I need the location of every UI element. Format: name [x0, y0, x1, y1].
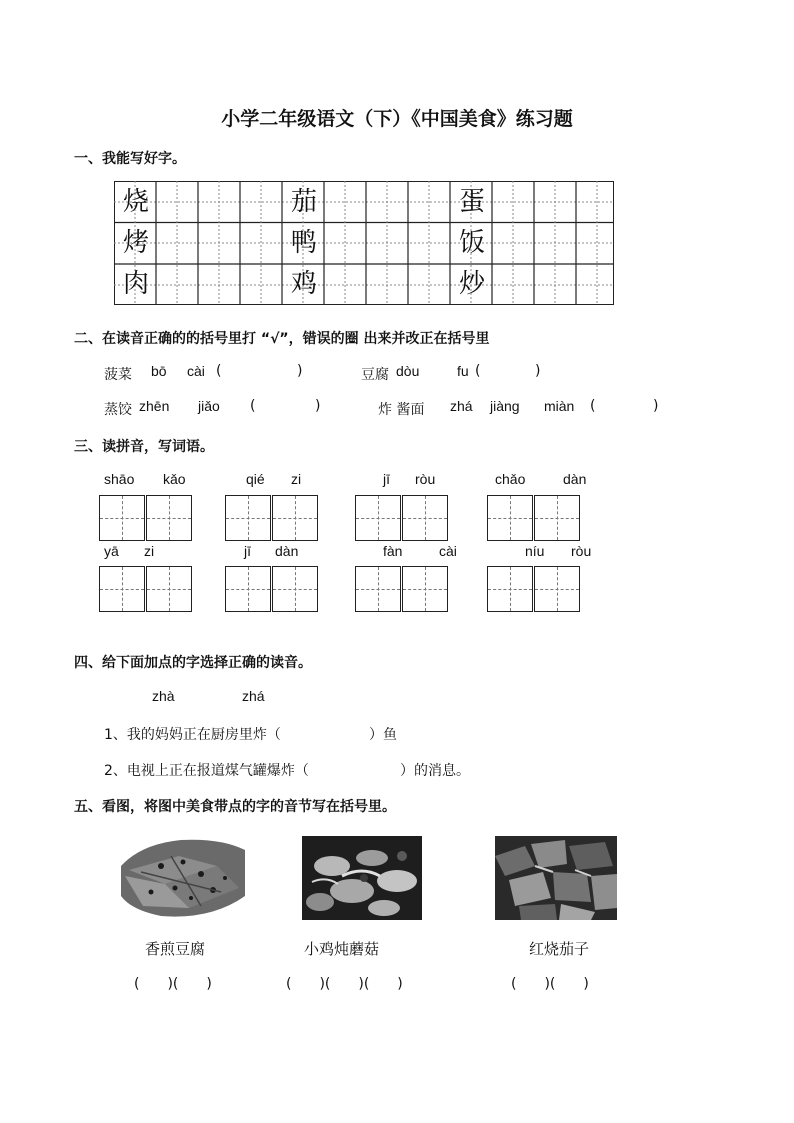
writing-box[interactable]: [99, 495, 145, 541]
photo-braised-eggplant: [495, 836, 617, 920]
pinyin: cài: [187, 363, 205, 379]
answer-brackets[interactable]: ( )( )( ): [286, 976, 403, 992]
writing-box[interactable]: [99, 566, 145, 612]
writing-box[interactable]: [355, 566, 401, 612]
pinyin: jiàng: [490, 398, 520, 414]
pinyin: jī: [244, 543, 251, 559]
answer-bracket-close: ): [535, 363, 541, 379]
pinyin: zi: [144, 543, 155, 559]
grid-char: 蛋: [458, 187, 485, 217]
word: 菠菜: [104, 367, 132, 383]
answer-bracket-open[interactable]: (: [250, 398, 256, 414]
pinyin: miàn: [544, 398, 575, 414]
grid-char: 炒: [458, 269, 485, 299]
pinyin: fàn: [383, 543, 403, 559]
section-2-heading: 二、在读音正确的的括号里打 “√”，错误的圈 出来并改正在括号里: [74, 331, 490, 347]
writing-box[interactable]: [402, 495, 448, 541]
writing-box[interactable]: [146, 566, 192, 612]
pinyin: dàn: [563, 471, 587, 487]
page-title: 小学二年级语文（下）《中国美食》练习题: [221, 108, 573, 130]
word: 豆腐: [361, 367, 389, 383]
section-3-heading: 三、读拼音，写词语。: [74, 439, 214, 455]
writing-grid: [114, 181, 614, 305]
answer-bracket-close: ): [297, 363, 303, 379]
writing-box[interactable]: [487, 495, 533, 541]
pinyin: zi: [291, 471, 302, 487]
grid-char: 鸡: [290, 269, 317, 299]
pinyin: dàn: [275, 543, 299, 559]
photo-chicken-mushroom: [302, 836, 422, 920]
section-5-heading: 五、看图，将图中美食带点的字的音节写在括号里。: [74, 799, 396, 815]
answer-bracket-close: ): [315, 398, 321, 414]
answer-bracket-close: ): [653, 398, 659, 414]
pinyin: zhēn: [139, 398, 170, 414]
pinyin: qié: [246, 471, 265, 487]
answer-bracket-open[interactable]: (: [216, 363, 222, 379]
word: 炸 酱面: [378, 402, 425, 418]
writing-box[interactable]: [534, 495, 580, 541]
writing-box[interactable]: [402, 566, 448, 612]
writing-box[interactable]: [225, 495, 271, 541]
pinyin: ròu: [571, 543, 592, 559]
pinyin: fu: [457, 363, 469, 379]
question-1-text: 1、我的妈妈正在厨房里炸（: [104, 727, 281, 743]
writing-box[interactable]: [225, 566, 271, 612]
question-2-text: 2、电视上正在报道煤气罐爆炸（: [104, 763, 309, 779]
pinyin: jiǎo: [198, 398, 220, 414]
writing-box[interactable]: [146, 495, 192, 541]
writing-box[interactable]: [272, 566, 318, 612]
pinyin-option: zhà: [152, 688, 175, 704]
caption-chicken-mushroom: 小鸡炖蘑菇: [304, 940, 380, 958]
photo-fried-tofu: [121, 836, 245, 920]
pinyin-option: zhá: [242, 688, 265, 704]
grid-char: 烧: [122, 187, 149, 217]
caption-braised-eggplant: 红烧茄子: [529, 940, 590, 958]
writing-box[interactable]: [355, 495, 401, 541]
answer-brackets[interactable]: ( )( ): [511, 976, 589, 992]
pinyin: jī: [383, 471, 390, 487]
writing-grid-lines: [114, 181, 614, 305]
pinyin: cài: [439, 543, 457, 559]
section-1-heading: 一、我能写好字。: [74, 151, 186, 167]
section-4-heading: 四、给下面加点的字选择正确的读音。: [74, 655, 312, 671]
question-1-tail: ）鱼: [369, 727, 397, 743]
answer-bracket-open[interactable]: (: [590, 398, 596, 414]
writing-box[interactable]: [534, 566, 580, 612]
caption-fried-tofu: 香煎豆腐: [145, 940, 206, 958]
pinyin: dòu: [396, 363, 420, 379]
answer-brackets[interactable]: ( )( ): [134, 976, 212, 992]
pinyin: bō: [151, 363, 167, 379]
pinyin: zhá: [450, 398, 473, 414]
grid-char: 鸭: [290, 228, 317, 258]
pinyin: yā: [104, 543, 119, 559]
grid-char: 烤: [122, 228, 149, 258]
pinyin: ròu: [415, 471, 436, 487]
answer-bracket-open[interactable]: (: [475, 363, 481, 379]
writing-box[interactable]: [487, 566, 533, 612]
word: 蒸饺: [104, 402, 132, 418]
writing-box[interactable]: [272, 495, 318, 541]
pinyin: chǎo: [495, 471, 526, 487]
grid-char: 肉: [122, 269, 149, 299]
pinyin: kǎo: [163, 471, 186, 487]
question-2-tail: ）的消息。: [400, 763, 470, 779]
grid-char: 饭: [458, 228, 485, 258]
grid-char: 茄: [290, 187, 317, 217]
pinyin: níu: [525, 543, 545, 559]
pinyin: shāo: [104, 471, 135, 487]
